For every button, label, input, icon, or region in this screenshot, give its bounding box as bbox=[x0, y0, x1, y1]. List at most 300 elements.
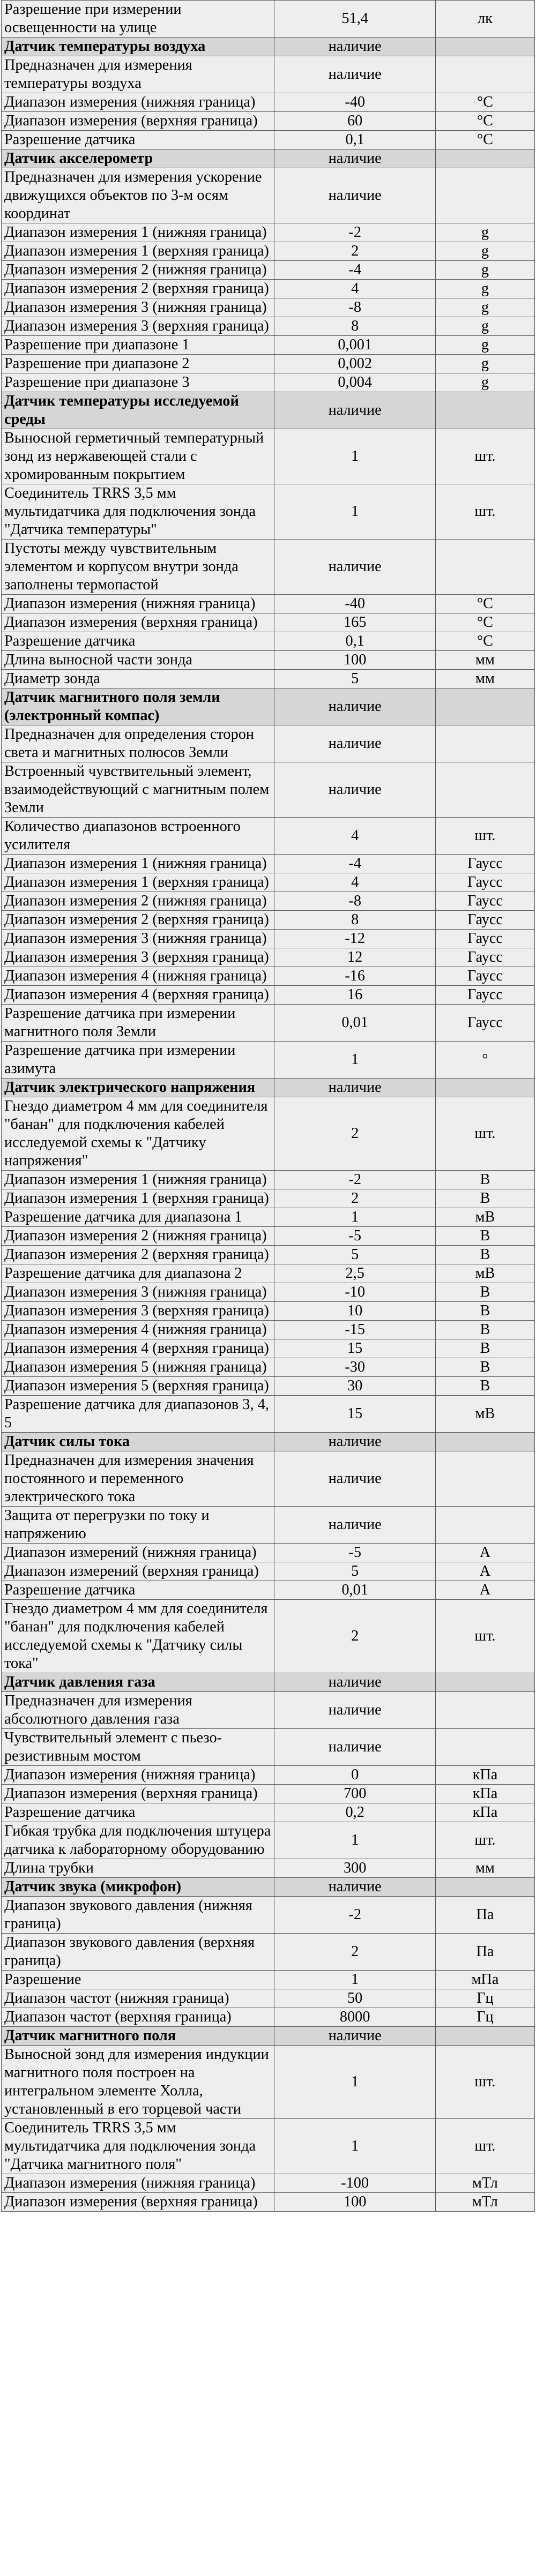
value-cell: -30 bbox=[274, 1358, 435, 1377]
description-cell: Предназначен для измерения значения постоянного и переменного электрического тока bbox=[2, 1451, 274, 1507]
unit-cell: Гаусс bbox=[435, 873, 534, 892]
unit-cell: °С bbox=[435, 632, 534, 651]
description-cell: Предназначен для определения сторон света и магнитных полюсов Земли bbox=[2, 725, 274, 762]
description-cell: Диапазон измерения 1 (нижняя граница) bbox=[2, 1171, 274, 1189]
unit-cell: А bbox=[435, 1544, 534, 1562]
value-cell: -15 bbox=[274, 1321, 435, 1339]
value-cell: 51,4 bbox=[274, 1, 435, 38]
description-cell: Соединитель TRRS 3,5 мм мультидатчика для подключения зонда "Датчика магнитного поля" bbox=[2, 2119, 274, 2174]
value-cell: 4 bbox=[274, 280, 435, 298]
unit-cell bbox=[435, 1079, 534, 1097]
value-cell: 8 bbox=[274, 317, 435, 336]
table-row bbox=[2, 818, 535, 855]
description-cell: Количество диапазонов встроенного усилителя bbox=[2, 818, 274, 855]
table-row bbox=[2, 1692, 535, 1729]
description-cell: Разрешение при диапазоне 3 bbox=[2, 373, 274, 392]
description-cell: Диапазон измерения 4 (нижняя граница) bbox=[2, 1321, 274, 1339]
unit-cell bbox=[435, 725, 534, 762]
description-cell: Диапазон измерения 3 (нижняя граница) bbox=[2, 1283, 274, 1302]
table-row bbox=[2, 1005, 535, 1042]
description-cell: Диапазон измерения 2 (нижняя граница) bbox=[2, 261, 274, 280]
table-row bbox=[2, 1581, 535, 1600]
table-row bbox=[2, 1227, 535, 1246]
description-cell: Датчик температуры исследуемой среды bbox=[2, 392, 274, 429]
unit-cell bbox=[435, 688, 534, 725]
description-cell: Датчик звука (микрофон) bbox=[2, 1878, 274, 1897]
description-cell: Разрешение при диапазоне 1 bbox=[2, 336, 274, 355]
description-cell: Разрешение датчика bbox=[2, 131, 274, 149]
value-cell: наличие bbox=[274, 168, 435, 223]
description-cell: Диаметр зонда bbox=[2, 670, 274, 688]
table-row bbox=[2, 595, 535, 613]
value-cell: 0,004 bbox=[274, 373, 435, 392]
description-cell: Выносной герметичный температурный зонд из нержавеющей стали с хромированным покрытием bbox=[2, 429, 274, 484]
unit-cell: шт. bbox=[435, 1600, 534, 1673]
description-cell: Диапазон измерения (нижняя граница) bbox=[2, 2174, 274, 2193]
value-cell: -100 bbox=[274, 2174, 435, 2193]
table-row bbox=[2, 632, 535, 651]
value-cell: 4 bbox=[274, 873, 435, 892]
table-row bbox=[2, 613, 535, 632]
description-cell: Разрешение датчика для диапазона 2 bbox=[2, 1264, 274, 1283]
description-cell: Разрешение датчика bbox=[2, 1803, 274, 1822]
unit-cell: g bbox=[435, 298, 534, 317]
description-cell: Встроенный чувствительный элемент, взаимодействующий с магнитным полем Земли bbox=[2, 762, 274, 818]
unit-cell: В bbox=[435, 1246, 534, 1264]
unit-cell: °С bbox=[435, 613, 534, 632]
description-cell: Предназначен для измерения абсолютного давления газа bbox=[2, 1692, 274, 1729]
value-cell: 2,5 bbox=[274, 1264, 435, 1283]
table-row bbox=[2, 855, 535, 873]
value-cell: наличие bbox=[274, 725, 435, 762]
value-cell: -40 bbox=[274, 93, 435, 112]
description-cell: Длина трубки bbox=[2, 1859, 274, 1878]
unit-cell bbox=[435, 1673, 534, 1692]
unit-cell: °С bbox=[435, 93, 534, 112]
table-row bbox=[2, 1934, 535, 1971]
value-cell: 4 bbox=[274, 818, 435, 855]
value-cell: 165 bbox=[274, 613, 435, 632]
unit-cell bbox=[435, 56, 534, 93]
table-row bbox=[2, 540, 535, 595]
table-row bbox=[2, 670, 535, 688]
value-cell: -10 bbox=[274, 1283, 435, 1302]
unit-cell bbox=[435, 540, 534, 595]
table-row bbox=[2, 911, 535, 930]
value-cell: 2 bbox=[274, 1934, 435, 1971]
unit-cell: В bbox=[435, 1321, 534, 1339]
unit-cell: Гаусс bbox=[435, 986, 534, 1005]
table-row bbox=[2, 1042, 535, 1079]
description-cell: Разрешение bbox=[2, 1971, 274, 1989]
unit-cell: шт. bbox=[435, 429, 534, 484]
value-cell: наличие bbox=[274, 38, 435, 56]
unit-cell: мТл bbox=[435, 2174, 534, 2193]
spec-table bbox=[1, 0, 535, 2212]
value-cell: 1 bbox=[274, 1822, 435, 1859]
table-row bbox=[2, 1729, 535, 1766]
table-row bbox=[2, 1097, 535, 1171]
value-cell: -40 bbox=[274, 595, 435, 613]
description-cell: Разрешение датчика при измерении магнитного поля Земли bbox=[2, 1005, 274, 1042]
unit-cell bbox=[435, 1729, 534, 1766]
description-cell: Датчик температуры воздуха bbox=[2, 38, 274, 56]
table-row bbox=[2, 112, 535, 131]
value-cell: наличие bbox=[274, 1729, 435, 1766]
table-row bbox=[2, 873, 535, 892]
description-cell: Диапазон звукового давления (нижняя граница) bbox=[2, 1897, 274, 1934]
description-cell: Разрешение датчика для диапазона 1 bbox=[2, 1208, 274, 1227]
value-cell: -8 bbox=[274, 892, 435, 911]
table-row bbox=[2, 1822, 535, 1859]
value-cell: 8000 bbox=[274, 2008, 435, 2027]
unit-cell: Гаусс bbox=[435, 855, 534, 873]
table-row bbox=[2, 168, 535, 223]
description-cell: Диапазон измерения 3 (верхняя граница) bbox=[2, 317, 274, 336]
section-header-row bbox=[2, 38, 535, 56]
description-cell: Длина выносной части зонда bbox=[2, 651, 274, 670]
unit-cell: Па bbox=[435, 1934, 534, 1971]
table-row bbox=[2, 1562, 535, 1581]
unit-cell: ° bbox=[435, 1042, 534, 1079]
table-row bbox=[2, 930, 535, 948]
unit-cell: В bbox=[435, 1377, 534, 1396]
value-cell: -8 bbox=[274, 298, 435, 317]
value-cell: -2 bbox=[274, 223, 435, 242]
description-cell: Предназначен для измерения ускорение движущихся объектов по 3-м осям координат bbox=[2, 168, 274, 223]
unit-cell bbox=[435, 1433, 534, 1451]
unit-cell: мВ bbox=[435, 1264, 534, 1283]
table-row bbox=[2, 2174, 535, 2193]
value-cell: -4 bbox=[274, 855, 435, 873]
value-cell: наличие bbox=[274, 1878, 435, 1897]
value-cell: -4 bbox=[274, 261, 435, 280]
table-row bbox=[2, 1803, 535, 1822]
value-cell: 1 bbox=[274, 2046, 435, 2119]
description-cell: Диапазон измерения 3 (верхняя граница) bbox=[2, 948, 274, 967]
section-header-row bbox=[2, 688, 535, 725]
table-row bbox=[2, 1544, 535, 1562]
unit-cell: Гаусс bbox=[435, 967, 534, 986]
unit-cell: шт. bbox=[435, 484, 534, 540]
table-row bbox=[2, 1208, 535, 1227]
description-cell: Разрешение датчика для диапазонов 3, 4, 5 bbox=[2, 1396, 274, 1433]
description-cell: Разрешение при измерении освещенности на улице bbox=[2, 1, 274, 38]
value-cell: 30 bbox=[274, 1377, 435, 1396]
description-cell: Гнездо диаметром 4 мм для соединителя "банан" для подключения кабелей исследуемой схемы к "Датчику напряжения" bbox=[2, 1097, 274, 1171]
description-cell: Диапазон частот (нижняя граница) bbox=[2, 1989, 274, 2008]
table-row bbox=[2, 1, 535, 38]
value-cell: 2 bbox=[274, 242, 435, 261]
unit-cell: кПа bbox=[435, 1766, 534, 1785]
value-cell: наличие bbox=[274, 1079, 435, 1097]
unit-cell: кПа bbox=[435, 1803, 534, 1822]
value-cell: -16 bbox=[274, 967, 435, 986]
description-cell: Диапазон измерения (верхняя граница) bbox=[2, 1785, 274, 1803]
value-cell: 15 bbox=[274, 1396, 435, 1433]
unit-cell bbox=[435, 1507, 534, 1544]
description-cell: Выносной зонд для измерения индукции магнитного поля построен на интегральном элементе Холла, установленный в его торцевой части bbox=[2, 2046, 274, 2119]
description-cell: Диапазон измерения 1 (верхняя граница) bbox=[2, 1189, 274, 1208]
unit-cell bbox=[435, 149, 534, 168]
value-cell: наличие bbox=[274, 392, 435, 429]
value-cell: 50 bbox=[274, 1989, 435, 2008]
description-cell: Диапазон измерения (верхняя граница) bbox=[2, 2193, 274, 2212]
value-cell: наличие bbox=[274, 688, 435, 725]
table-row bbox=[2, 242, 535, 261]
table-row bbox=[2, 1859, 535, 1878]
description-cell: Диапазон измерения (нижняя граница) bbox=[2, 595, 274, 613]
table-row bbox=[2, 373, 535, 392]
value-cell: -5 bbox=[274, 1544, 435, 1562]
table-row bbox=[2, 1302, 535, 1321]
unit-cell: В bbox=[435, 1283, 534, 1302]
unit-cell: шт. bbox=[435, 2119, 534, 2174]
description-cell: Диапазон измерения 2 (верхняя граница) bbox=[2, 1246, 274, 1264]
description-cell: Защита от перегрузки по току и напряжению bbox=[2, 1507, 274, 1544]
value-cell: 0,1 bbox=[274, 632, 435, 651]
description-cell: Чувствительный элемент с пьезо-резистивным мостом bbox=[2, 1729, 274, 1766]
table-row bbox=[2, 298, 535, 317]
description-cell: Диапазон измерения 4 (нижняя граница) bbox=[2, 967, 274, 986]
table-row bbox=[2, 93, 535, 112]
unit-cell: Па bbox=[435, 1897, 534, 1934]
unit-cell bbox=[435, 168, 534, 223]
value-cell: 5 bbox=[274, 670, 435, 688]
description-cell: Диапазон измерения 1 (верхняя граница) bbox=[2, 242, 274, 261]
description-cell: Диапазон измерения 1 (нижняя граница) bbox=[2, 223, 274, 242]
unit-cell: °С bbox=[435, 595, 534, 613]
description-cell: Диапазон измерения 4 (верхняя граница) bbox=[2, 986, 274, 1005]
value-cell: 1 bbox=[274, 1208, 435, 1227]
unit-cell: Гц bbox=[435, 2008, 534, 2027]
value-cell: -5 bbox=[274, 1227, 435, 1246]
unit-cell bbox=[435, 1692, 534, 1729]
value-cell: -12 bbox=[274, 930, 435, 948]
value-cell: 10 bbox=[274, 1302, 435, 1321]
section-header-row bbox=[2, 1878, 535, 1897]
unit-cell: В bbox=[435, 1171, 534, 1189]
unit-cell: шт. bbox=[435, 1822, 534, 1859]
value-cell: наличие bbox=[274, 149, 435, 168]
description-cell: Диапазон звукового давления (верхняя граница) bbox=[2, 1934, 274, 1971]
description-cell: Разрешение датчика bbox=[2, 1581, 274, 1600]
table-row bbox=[2, 1971, 535, 1989]
value-cell: наличие bbox=[274, 1433, 435, 1451]
table-row bbox=[2, 1766, 535, 1785]
unit-cell: g bbox=[435, 317, 534, 336]
unit-cell: Гаусс bbox=[435, 911, 534, 930]
table-row bbox=[2, 1246, 535, 1264]
table-row bbox=[2, 2119, 535, 2174]
table-row bbox=[2, 1507, 535, 1544]
section-header-row bbox=[2, 2027, 535, 2046]
description-cell: Диапазон измерений (нижняя граница) bbox=[2, 1544, 274, 1562]
unit-cell bbox=[435, 1451, 534, 1507]
value-cell: 0,2 bbox=[274, 1803, 435, 1822]
table-row bbox=[2, 484, 535, 540]
value-cell: 1 bbox=[274, 429, 435, 484]
value-cell: 1 bbox=[274, 1042, 435, 1079]
description-cell: Диапазон измерения 2 (верхняя граница) bbox=[2, 280, 274, 298]
value-cell: 1 bbox=[274, 484, 435, 540]
description-cell: Датчик силы тока bbox=[2, 1433, 274, 1451]
unit-cell: g bbox=[435, 336, 534, 355]
table-row bbox=[2, 1396, 535, 1433]
unit-cell bbox=[435, 762, 534, 818]
table-row bbox=[2, 355, 535, 373]
table-row bbox=[2, 1358, 535, 1377]
value-cell: 0,1 bbox=[274, 131, 435, 149]
unit-cell: мм bbox=[435, 1859, 534, 1878]
description-cell: Диапазон измерения (нижняя граница) bbox=[2, 93, 274, 112]
value-cell: 12 bbox=[274, 948, 435, 967]
description-cell: Диапазон измерения 2 (нижняя граница) bbox=[2, 1227, 274, 1246]
value-cell: 300 bbox=[274, 1859, 435, 1878]
description-cell: Диапазон измерения 1 (нижняя граница) bbox=[2, 855, 274, 873]
section-header-row bbox=[2, 1079, 535, 1097]
description-cell: Диапазон измерения 5 (нижняя граница) bbox=[2, 1358, 274, 1377]
value-cell: 5 bbox=[274, 1246, 435, 1264]
table-row bbox=[2, 261, 535, 280]
value-cell: 1 bbox=[274, 2119, 435, 2174]
table-row bbox=[2, 1451, 535, 1507]
value-cell: наличие bbox=[274, 2027, 435, 2046]
value-cell: наличие bbox=[274, 540, 435, 595]
table-row bbox=[2, 2008, 535, 2027]
unit-cell: g bbox=[435, 242, 534, 261]
description-cell: Пустоты между чувствительным элементом и корпусом внутри зонда заполнены термопастой bbox=[2, 540, 274, 595]
unit-cell bbox=[435, 2027, 534, 2046]
description-cell: Диапазон измерения 5 (верхняя граница) bbox=[2, 1377, 274, 1396]
table-row bbox=[2, 948, 535, 967]
description-cell: Датчик магнитного поля bbox=[2, 2027, 274, 2046]
table-row bbox=[2, 1377, 535, 1396]
description-cell: Разрешение датчика при измерении азимута bbox=[2, 1042, 274, 1079]
table-row bbox=[2, 1321, 535, 1339]
value-cell: 0,002 bbox=[274, 355, 435, 373]
description-cell: Диапазон измерения (нижняя граница) bbox=[2, 1766, 274, 1785]
value-cell: -2 bbox=[274, 1171, 435, 1189]
table-row bbox=[2, 1189, 535, 1208]
unit-cell: мм bbox=[435, 651, 534, 670]
description-cell: Диапазон измерения 2 (нижняя граница) bbox=[2, 892, 274, 911]
description-cell: Диапазон измерения 3 (нижняя граница) bbox=[2, 930, 274, 948]
value-cell: 15 bbox=[274, 1339, 435, 1358]
unit-cell: В bbox=[435, 1189, 534, 1208]
table-row bbox=[2, 1264, 535, 1283]
unit-cell: Гаусс bbox=[435, 892, 534, 911]
unit-cell: А bbox=[435, 1562, 534, 1581]
value-cell: 0,001 bbox=[274, 336, 435, 355]
value-cell: 0 bbox=[274, 1766, 435, 1785]
description-cell: Диапазон измерения 4 (верхняя граница) bbox=[2, 1339, 274, 1358]
unit-cell: шт. bbox=[435, 818, 534, 855]
unit-cell: g bbox=[435, 280, 534, 298]
unit-cell bbox=[435, 392, 534, 429]
table-row bbox=[2, 317, 535, 336]
description-cell: Разрешение при диапазоне 2 bbox=[2, 355, 274, 373]
table-row bbox=[2, 1339, 535, 1358]
description-cell: Датчик электрического напряжения bbox=[2, 1079, 274, 1097]
value-cell: 0,01 bbox=[274, 1581, 435, 1600]
spec-table-body bbox=[2, 1, 535, 2212]
section-header-row bbox=[2, 1673, 535, 1692]
description-cell: Диапазон измерений (верхняя граница) bbox=[2, 1562, 274, 1581]
description-cell: Датчик акселерометр bbox=[2, 149, 274, 168]
unit-cell bbox=[435, 1878, 534, 1897]
description-cell: Диапазон измерения 2 (верхняя граница) bbox=[2, 911, 274, 930]
table-row bbox=[2, 2193, 535, 2212]
unit-cell: мПа bbox=[435, 1971, 534, 1989]
value-cell: наличие bbox=[274, 1507, 435, 1544]
description-cell: Диапазон измерения 3 (верхняя граница) bbox=[2, 1302, 274, 1321]
unit-cell: °С bbox=[435, 112, 534, 131]
unit-cell: шт. bbox=[435, 2046, 534, 2119]
unit-cell: Гаусс bbox=[435, 1005, 534, 1042]
unit-cell: Гаусс bbox=[435, 948, 534, 967]
unit-cell: лк bbox=[435, 1, 534, 38]
unit-cell: g bbox=[435, 355, 534, 373]
unit-cell: g bbox=[435, 373, 534, 392]
unit-cell: шт. bbox=[435, 1097, 534, 1171]
table-row bbox=[2, 1283, 535, 1302]
description-cell: Гибкая трубка для подключения штуцера датчика к лабораторному оборудованию bbox=[2, 1822, 274, 1859]
unit-cell: Гц bbox=[435, 1989, 534, 2008]
unit-cell: В bbox=[435, 1339, 534, 1358]
section-header-row bbox=[2, 149, 535, 168]
description-cell: Диапазон частот (верхняя граница) bbox=[2, 2008, 274, 2027]
value-cell: 5 bbox=[274, 1562, 435, 1581]
unit-cell: мВ bbox=[435, 1208, 534, 1227]
table-row bbox=[2, 336, 535, 355]
section-header-row bbox=[2, 1433, 535, 1451]
description-cell: Диапазон измерения (верхняя граница) bbox=[2, 613, 274, 632]
unit-cell: В bbox=[435, 1358, 534, 1377]
value-cell: 100 bbox=[274, 651, 435, 670]
unit-cell: °С bbox=[435, 131, 534, 149]
value-cell: -2 bbox=[274, 1897, 435, 1934]
table-row bbox=[2, 2046, 535, 2119]
table-row bbox=[2, 223, 535, 242]
table-row bbox=[2, 762, 535, 818]
value-cell: 700 bbox=[274, 1785, 435, 1803]
value-cell: 2 bbox=[274, 1600, 435, 1673]
value-cell: 60 bbox=[274, 112, 435, 131]
table-row bbox=[2, 1600, 535, 1673]
description-cell: Диапазон измерения 1 (верхняя граница) bbox=[2, 873, 274, 892]
table-row bbox=[2, 429, 535, 484]
unit-cell: А bbox=[435, 1581, 534, 1600]
description-cell: Соединитель TRRS 3,5 мм мультидатчика для подключения зонда "Датчика температуры" bbox=[2, 484, 274, 540]
description-cell: Диапазон измерения (верхняя граница) bbox=[2, 112, 274, 131]
table-row bbox=[2, 56, 535, 93]
value-cell: 2 bbox=[274, 1097, 435, 1171]
section-header-row bbox=[2, 392, 535, 429]
value-cell: 2 bbox=[274, 1189, 435, 1208]
value-cell: наличие bbox=[274, 762, 435, 818]
value-cell: наличие bbox=[274, 1692, 435, 1729]
unit-cell: g bbox=[435, 223, 534, 242]
description-cell: Диапазон измерения 3 (нижняя граница) bbox=[2, 298, 274, 317]
description-cell: Предназначен для измерения температуры воздуха bbox=[2, 56, 274, 93]
unit-cell: В bbox=[435, 1227, 534, 1246]
description-cell: Датчик магнитного поля земли (электронный компас) bbox=[2, 688, 274, 725]
unit-cell: кПа bbox=[435, 1785, 534, 1803]
unit-cell: В bbox=[435, 1302, 534, 1321]
table-row bbox=[2, 280, 535, 298]
table-row bbox=[2, 131, 535, 149]
